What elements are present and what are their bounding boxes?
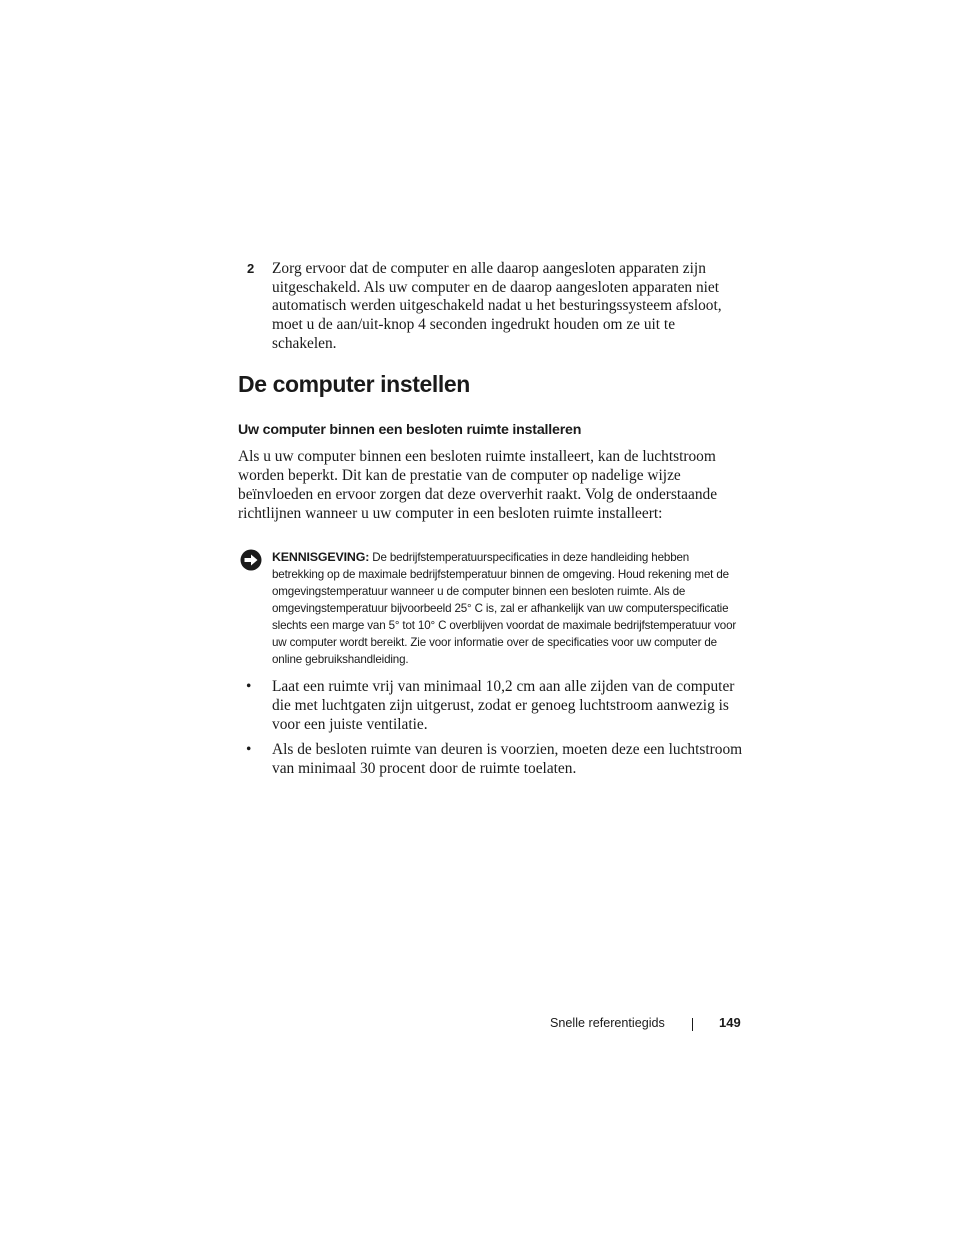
guideline-list: [238, 677, 743, 784]
step-text: Zorg ervoor dat de computer en alle daarop aangesloten apparaten zijn uitgeschakeld. Als uw computer en de daarop aangesloten apparaten niet automatisch werden uitgeschakeld nadat u het besturingssysteem afsloot, moet u de aan/uit-knop 4 seconden ingedrukt houden om ze uit te schakelen.: [272, 260, 722, 352]
notice-block: [272, 549, 742, 668]
section-title: De computer instellen: [238, 371, 470, 397]
section-subtitle: Uw computer binnen een besloten ruimte installeren: [238, 422, 582, 438]
footer-divider: [692, 1018, 693, 1031]
notice-label: KENNISGEVING:: [272, 550, 370, 564]
step-number: 2: [247, 261, 255, 276]
bullet-icon: •: [246, 741, 252, 758]
page-number: 149: [719, 1015, 741, 1030]
intro-paragraph: Als u uw computer binnen een besloten ruimte installeert, kan de luchtstroom worden beperkt. Dit kan de prestatie van de computer op nadelige wijze beïnvloeden en ervoor zorgen dat deze oververhit raakt. Volg de onderstaande richtlijnen wanneer u uw computer in een besloten ruimte installeert:: [238, 448, 718, 522]
bullet-icon: •: [246, 678, 252, 695]
list-item-text: Laat een ruimte vrij van minimaal 10,2 cm aan alle zijden van de computer die met luchtgaten zijn uitgerust, zodat er genoeg luchtstroom aanwezig is voor een juiste ventilatie.: [272, 678, 735, 733]
notice-arrow-icon: [240, 549, 262, 571]
notice-text: De bedrijfstemperatuurspecificaties in deze handleiding hebben betrekking op de maximale bedrijfstemperatuur binnen de omgeving. Houd rekening met de omgevingstemperatuur wanneer u de computer binnen een besloten ruimte. Als de omgevingstemperatuur bijvoorbeeld 25° C is, zal er afhankelijk van uw computerspecificatie slechts een marge van 5° tot 10° C overblijven voordat de maximale bedrijfstemperatuur voor uw computer wordt bereikt. Zie voor informatie over de specificaties voor uw computer de online gebruikshandleiding.: [272, 551, 737, 666]
list-item: [238, 677, 743, 734]
list-item-text: Als de besloten ruimte van deuren is voorzien, moeten deze een luchtstroom van minimaal 30 procent door de ruimte toelaten.: [272, 741, 743, 777]
footer-label: Snelle referentiegids: [550, 1016, 665, 1030]
list-item: [238, 740, 743, 778]
